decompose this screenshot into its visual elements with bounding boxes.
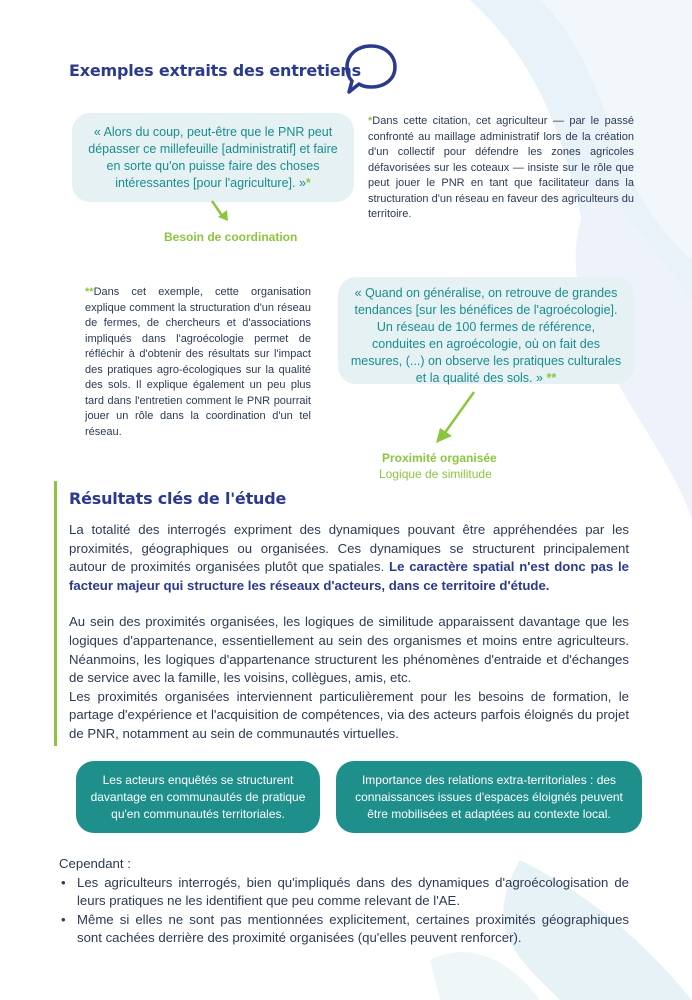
quote-1-mark: * xyxy=(305,176,311,190)
quote-box-2 xyxy=(338,277,634,384)
list-item: • Les agriculteurs interrogés, bien qu'impliqués dans des dynamiques d'agroécologisation de leurs pratiques ne les identifient que peu comme relevant de l'AE. xyxy=(59,874,629,911)
arrow-icon-2 xyxy=(430,388,480,446)
highlight-box-right-text: Importance des relations extra-territoriales : des connaissances issues d'espaces éloignés peuvent être mobilisées et adaptées au contexte local. xyxy=(355,772,623,821)
conclusion-intro: Cependant : xyxy=(59,856,131,871)
conclusion-list xyxy=(59,874,629,948)
list-item: • Même si elles ne sont pas mentionnées explicitement, certaines proximités géographiques sont cachées derrière des proximité organisées (qu'elles peuvent renforcer). xyxy=(59,911,629,948)
quote-1-text: « Alors du coup, peut-être que le PNR peut dépasser ce millefeuille [administratif] et faire en sorte qu'on puisse faire des choses intéressantes [pour l'agriculture]. » xyxy=(88,125,338,190)
results-title: Résultats clés de l'étude xyxy=(69,489,287,508)
quote-box-1 xyxy=(72,113,354,202)
quote-2-mark: ** xyxy=(546,371,557,385)
highlight-box-left xyxy=(76,761,320,833)
quote-2-text: « Quand on généralise, on retrouve de grandes tendances [sur les bénéfices de l'agroécologie]. Un réseau de 100 fermes de référence, conduites en agroécologie, où on fait des mesures, (...) on observe les pratiques culturales et la qualité des sols. » xyxy=(350,286,622,385)
conclusion xyxy=(59,855,629,948)
label-besoin-coordination: Besoin de coordination xyxy=(164,230,298,244)
note-2 xyxy=(85,285,311,440)
speech-bubble-icon xyxy=(342,40,400,98)
results-para-1-bold: Le caractère spatial n'est donc pas le facteur majeur qui structure les réseaux d'acteurs, dans ce territoire d'étude. xyxy=(69,559,629,593)
arrow-icon-1 xyxy=(208,198,234,226)
results-paragraph-3: Les proximités organisées interviennent particulièrement pour les besoins de formation, le partage d'expérience et l'acquisition de compétences, via des acteurs parfois éloignés du projet de PNR, notamment au sein de communautés virtuelles. xyxy=(69,688,629,741)
results-para-1-text: La totalité des interrogés expriment des dynamiques pouvant être appréhendées par les proximités, géographiques ou organisées. Ces dynamiques se structurent principalement autour de proximités organisées plutôt que spatiales. xyxy=(69,522,629,575)
examples-title: Exemples extraits des entretiens xyxy=(69,61,361,80)
results-accent-bar xyxy=(54,481,57,746)
note-1-text: Dans cette citation, cet agriculteur — par le passé confronté au maillage administratif lors de la création d'un collectif pour défendre les zones agricoles défavorisées sur les coteaux — insiste sur le rôle que peut jouer le PNR en tant que facilitateur dans la structuration d'un réseau en faveur des agriculteurs du territoire. xyxy=(368,115,634,220)
note-1 xyxy=(368,114,634,223)
note-1-mark: * xyxy=(368,115,373,127)
highlight-box-right xyxy=(336,761,642,833)
results-paragraph-1 xyxy=(69,521,629,595)
highlight-box-left-text: Les acteurs enquêtés se structurent davantage en communautés de pratique qu'en communautés territoriales. xyxy=(90,772,306,821)
label-logique-similitude: Logique de similitude xyxy=(379,467,492,481)
label-proximite-organisee: Proximité organisée xyxy=(382,451,497,465)
note-2-text: Dans cet exemple, cette organisation explique comment la structuration d'un réseau de fermes, de chercheurs et d'associations impliqués dans l'agroécologie permet de réfléchir à d'obtenir des résultats sur l'impact des pratiques agro-écologiques sur la qualité des sols. Il explique également un peu plus tard dans l'entretien comment le PNR pourrait jouer un rôle dans la coordination d'un tel réseau. xyxy=(85,286,311,438)
note-2-mark: ** xyxy=(85,286,94,298)
results-paragraph-2: Au sein des proximités organisées, les logiques de similitude apparaissent davantage que les logiques d'appartenance, essentiellement au sein des organismes et moins entre agriculteurs. Néanmoins, les logiques d'appartenance structurent les phénomènes d'entraide et d'échanges de service avec la famille, les voisins, collègues, amis, etc. xyxy=(69,614,629,686)
results-body xyxy=(69,521,629,744)
